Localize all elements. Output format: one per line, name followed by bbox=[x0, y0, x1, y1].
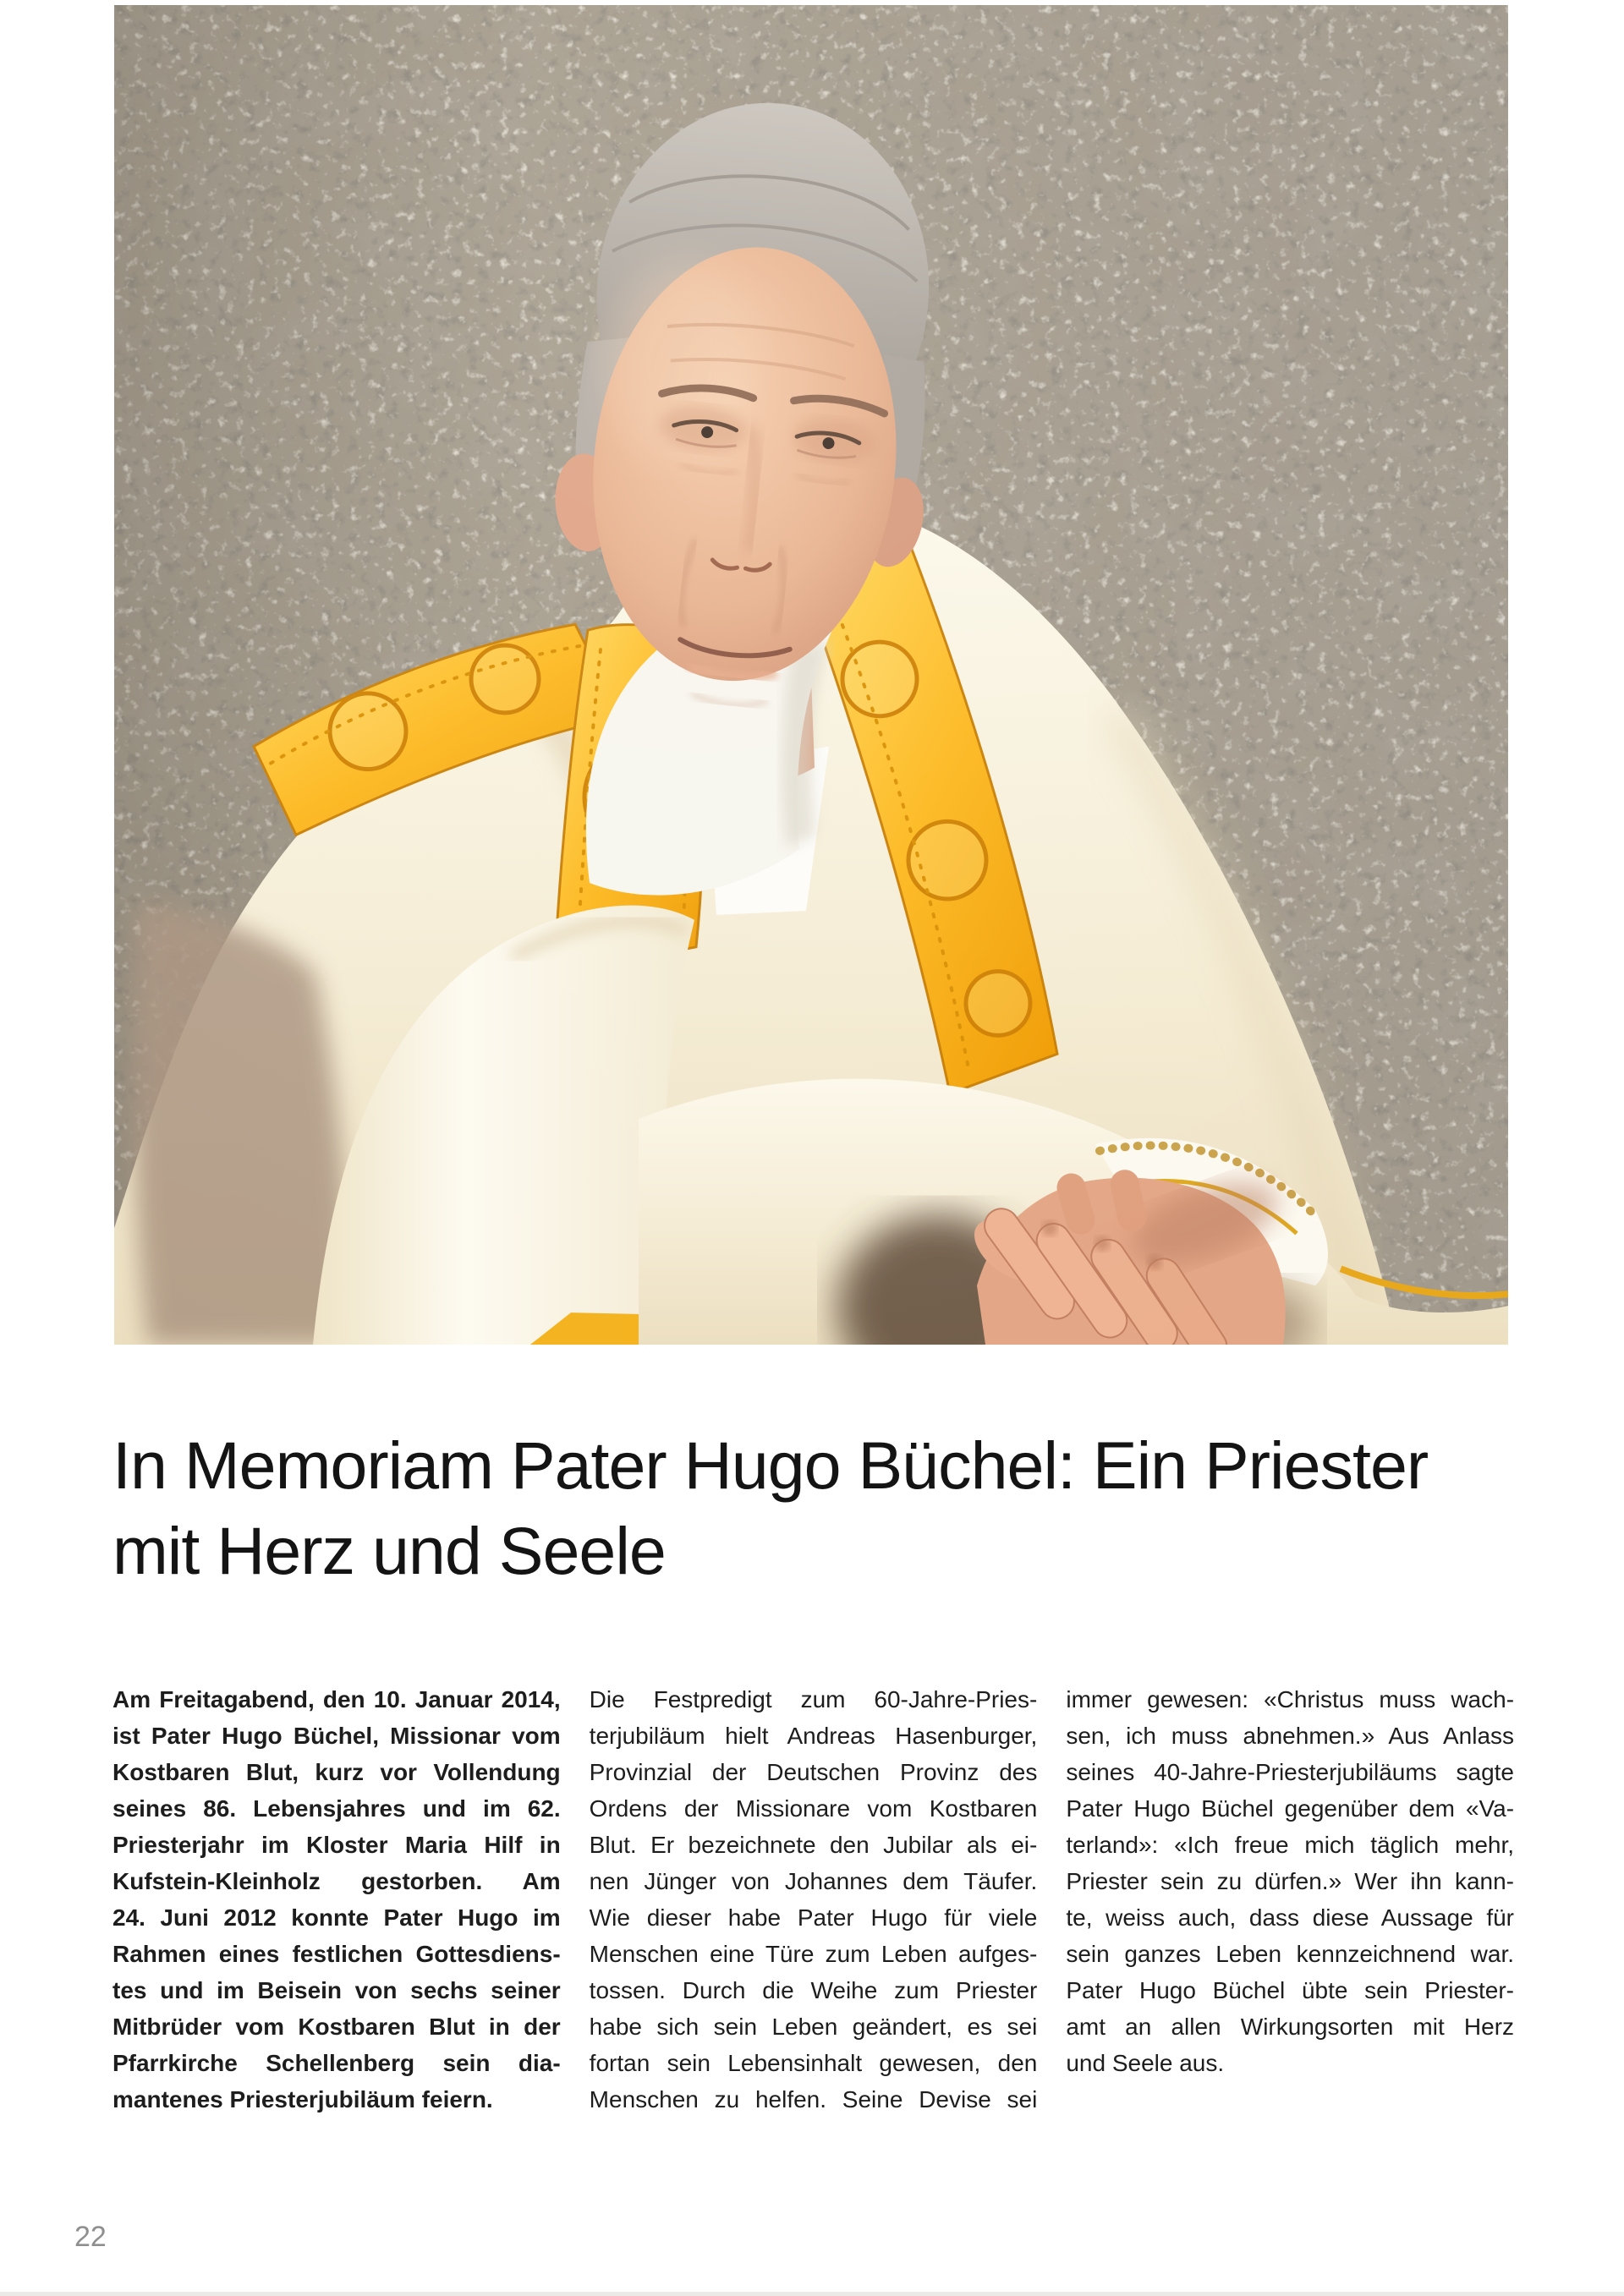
text-line: fortan sein Lebensinhalt gewesen, den bbox=[589, 2050, 1038, 2076]
priest-photo-illustration bbox=[114, 5, 1508, 1345]
text-line: sein ganzes Leben kennzeichnend war. bbox=[1066, 1941, 1515, 1967]
text-line: Pfarrkirche Schellenberg sein dia- bbox=[112, 2050, 561, 2076]
text-line: seines 40-Jahre-Priesterjubiläums sagte bbox=[1066, 1759, 1515, 1785]
photo-lighting bbox=[114, 5, 1508, 1345]
text-line: und Seele aus. bbox=[1066, 2050, 1225, 2076]
text-line: terland»: «Ich freue mich täglich mehr, bbox=[1066, 1832, 1515, 1858]
page-number: 22 bbox=[74, 2221, 107, 2253]
text-line: Pater Hugo Büchel gegenüber dem «Va- bbox=[1066, 1795, 1515, 1822]
text-line: Kufstein-Kleinholz gestorben. Am bbox=[112, 1868, 561, 1894]
text-line: Pater Hugo Büchel übte sein Priester- bbox=[1066, 1977, 1515, 2003]
text-line: te, weiss auch, dass diese Aussage für bbox=[1066, 1904, 1515, 1931]
article-column-2 bbox=[590, 1681, 1038, 2118]
text-line: Priester sein zu dürfen.» Wer ihn kann- bbox=[1066, 1868, 1515, 1894]
text-line: Kostbaren Blut, kurz vor Vollendung bbox=[112, 1759, 561, 1785]
headline-line-2: mit Herz und Seele bbox=[112, 1513, 666, 1588]
text-line: Blut. Er bezeichnete den Jubilar als ei- bbox=[589, 1832, 1038, 1858]
article-body bbox=[112, 1681, 1514, 2118]
text-line: tes und im Beisein von sechs seiner bbox=[112, 1977, 561, 2003]
headline-line-1: In Memoriam Pater Hugo Büchel: Ein Priester bbox=[112, 1427, 1429, 1503]
text-line: immer gewesen: «Christus muss wach- bbox=[1066, 1686, 1515, 1712]
article-column-1 bbox=[112, 1681, 561, 2118]
text-line: mantenes Priesterjubiläum feiern. bbox=[112, 2086, 493, 2112]
text-line: Wie dieser habe Pater Hugo für viele bbox=[589, 1904, 1038, 1931]
text-line: Menschen zu helfen. Seine Devise sei bbox=[589, 2086, 1038, 2112]
text-line: Provinzial der Deutschen Provinz des bbox=[589, 1759, 1038, 1785]
text-line: sen, ich muss abnehmen.» Aus Anlass bbox=[1066, 1723, 1515, 1749]
text-line: Ordens der Missionare vom Kostbaren bbox=[589, 1795, 1038, 1822]
text-line: nen Jünger von Johannes dem Täufer. bbox=[589, 1868, 1038, 1894]
text-line: terjubiläum hielt Andreas Hasenburger, bbox=[589, 1723, 1038, 1749]
text-line: Rahmen eines festlichen Gottesdiens- bbox=[112, 1941, 561, 1967]
article-headline bbox=[112, 1422, 1533, 1593]
text-line: Menschen eine Türe zum Leben aufges- bbox=[589, 1941, 1038, 1967]
text-line: 24. Juni 2012 konnte Pater Hugo im bbox=[112, 1904, 561, 1931]
text-line: ist Pater Hugo Büchel, Missionar vom bbox=[112, 1723, 561, 1749]
text-line: tossen. Durch die Weihe zum Priester bbox=[589, 1977, 1038, 2003]
priest-photo bbox=[114, 5, 1508, 1345]
text-line: seines 86. Lebensjahres und im 62. bbox=[112, 1795, 561, 1822]
text-line: Mitbrüder vom Kostbaren Blut in der bbox=[112, 2014, 561, 2040]
text-line: amt an allen Wirkungsorten mit Herz bbox=[1066, 2014, 1515, 2040]
text-line: Am Freitagabend, den 10. Januar 2014, bbox=[112, 1686, 561, 1712]
text-line: Priesterjahr im Kloster Maria Hilf in bbox=[112, 1832, 561, 1858]
text-line: Die Festpredigt zum 60-Jahre-Pries- bbox=[589, 1686, 1038, 1712]
text-line: habe sich sein Leben geändert, es sei bbox=[589, 2014, 1038, 2040]
article-column-3 bbox=[1066, 1681, 1514, 2118]
